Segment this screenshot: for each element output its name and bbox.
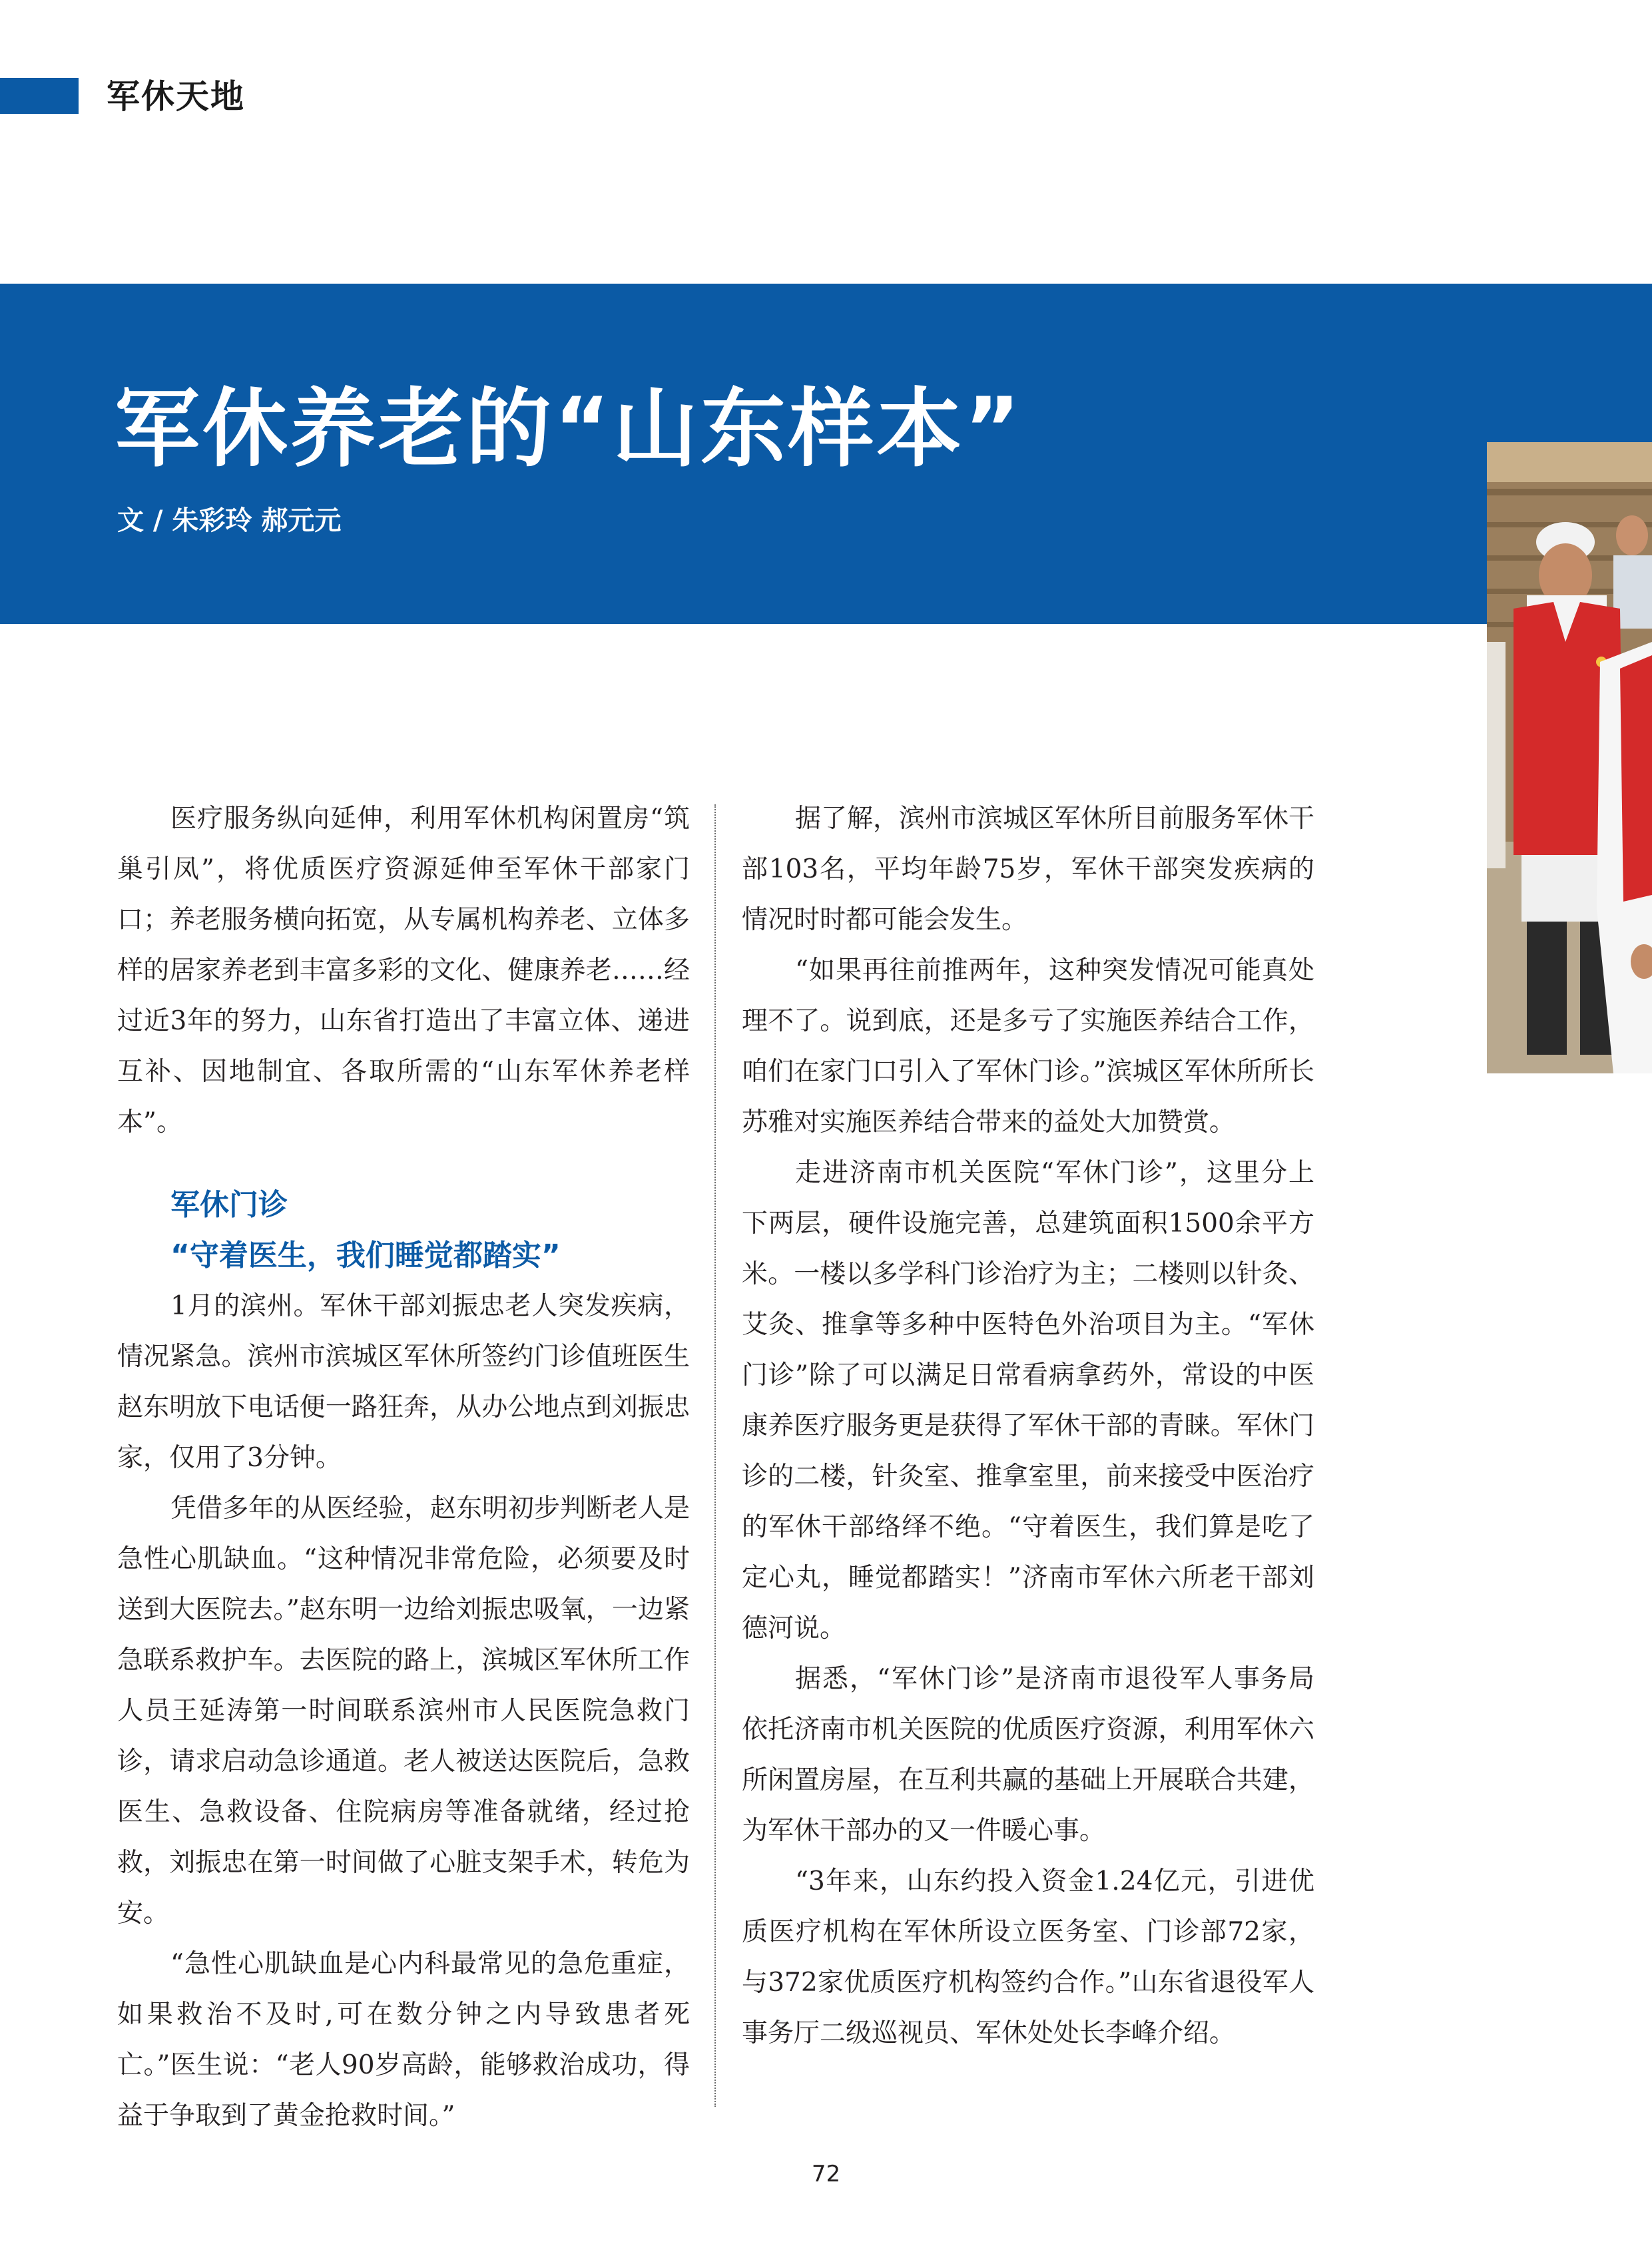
body-paragraph: 据悉，“军休门诊”是济南市退役军人事务局依托济南市机关医院的优质医疗资源，利用军休六所闲置房屋，在互利共赢的基础上开展联合共建，为军休干部办的又一件暖心事。 xyxy=(742,1664,1314,1846)
body-paragraph: 据了解，滨州市滨城区军休所目前服务军休干部103名，平均年龄75岁，军休干部突发疾病的情况时时都可能会发生。 xyxy=(742,804,1315,935)
section-label: 军休天地 xyxy=(107,77,245,116)
section-quote-subhead: “守着医生，我们睡觉都踏实” xyxy=(170,1239,561,1272)
body-paragraph: 走进济南市机关医院“军休门诊”，这里分上下两层，硬件设施完善，总建筑面积1500余平方米。一楼以多学科门诊治疗为主；二楼则以针灸、艾灸、推拿等多种中医特色外治项目为主。“军休门诊”除了可以满足日常看病拿药外，常设的中医康养医疗服务更是获得了军休干部的青睐。军休门诊的二楼，针灸室、推拿室里，前来接受中医治疗的军休干部络绎不绝。“守着医生，我们算是吃了定心丸，睡觉都踏实！”济南市军休六所老干部刘德河说。 xyxy=(742,1158,1314,1643)
body-paragraph: 1月的滨州。军休干部刘振忠老人突发疾病，情况紧急。滨州市滨城区军休所签约门诊值班医生赵东明放下电话便一路狂奔，从办公地点到刘振忠家，仅用了3分钟。 xyxy=(117,1291,690,1473)
intro-paragraph: 医疗服务纵向延伸，利用军休机构闲置房“筑巢引凤”，将优质医疗资源延伸至军休干部家门口；养老服务横向拓宽，从专属机构养老、立体多样的居家养老到丰富多彩的文化、健康养老……经过近3年的努力，山东省打造出了丰富立体、递进互补、因地制宜、各取所需的“山东军休养老样本”。 xyxy=(117,804,690,1137)
section-subhead: 军休门诊 xyxy=(170,1188,288,1222)
column-divider xyxy=(714,804,716,2107)
left-column xyxy=(117,794,690,2141)
article-byline: 文 / 朱彩玲 郝元元 xyxy=(117,505,342,536)
body-paragraph: “如果再往前推两年，这种突发情况可能真处理不了。说到底，还是多亏了实施医养结合工作，咱们在家门口引入了军休门诊。”滨城区军休所所长苏雅对实施医养结合带来的益处大加赞赏。 xyxy=(742,956,1314,1137)
body-paragraph: “3年来，山东约投入资金1.24亿元，引进优质医疗机构在军休所设立医务室、门诊部72家，与372家优质医疗机构签约合作。”山东省退役军人事务厅二级巡视员、军休处处长李峰介绍。 xyxy=(742,1866,1314,2048)
body-paragraph: 凭借多年的从医经验，赵东明初步判断老人是急性心肌缺血。“这种情况非常危险，必须要及时送到大医院去。”赵东明一边给刘振忠吸氧，一边紧急联系救护车。去医院的路上，滨城区军休所工作人员王延涛第一时间联系滨州市人民医院急救门诊，请求启动急诊通道。老人被送达医院后，急救医生、急救设备、住院病房等准备就绪，经过抢救，刘振忠在第一时间做了心脏支架手术，转危为安。 xyxy=(117,1494,690,1928)
article-photo xyxy=(1487,442,1652,1073)
article-title: 军休养老的“山东样本” xyxy=(115,380,1023,479)
section-color-bar xyxy=(0,78,79,114)
body-paragraph: “急性心肌缺血是心内科最常见的急危重症，如果救治不及时,可在数分钟之内导致患者死亡。”医生说：“老人90岁高龄，能够救治成功，得益于争取到了黄金抢救时间。” xyxy=(117,1949,690,2131)
page-number: 72 xyxy=(811,2161,841,2187)
right-column xyxy=(742,794,1314,2059)
